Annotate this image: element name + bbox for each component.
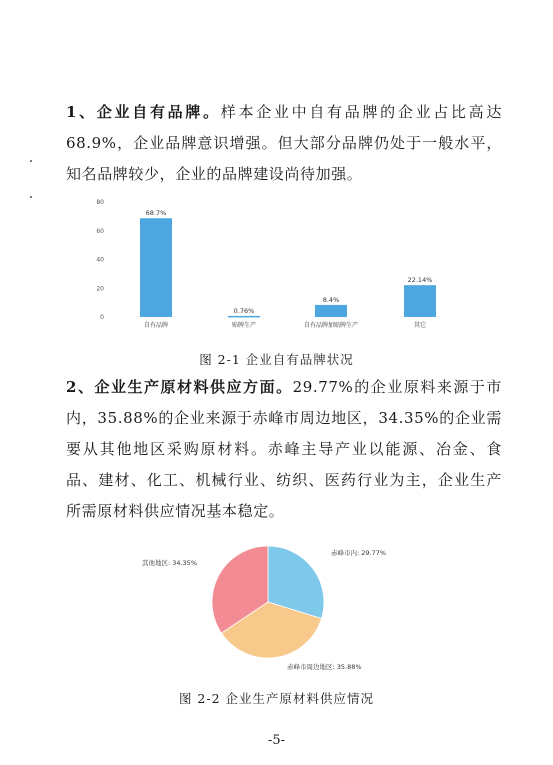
y-tick-label: 20: [96, 285, 104, 293]
y-tick-label: 0: [100, 314, 104, 321]
y-tick-label: 80: [96, 199, 104, 206]
section-1-body: 样本企业中自有品牌的企业占比高达68.9%，企业品牌意识增强。但大部分品牌仍处于一般水平，知名品牌较少，企业的品牌建设尚待加强。: [66, 103, 502, 183]
pie-slice-label: 赤峰市周边地区: 35.88%: [287, 663, 362, 671]
pie-slice-label: 其他地区: 34.35%: [141, 559, 197, 567]
bar-3: [404, 285, 436, 317]
section-2-heading: 2、企业生产原材料供应方面。: [66, 378, 293, 396]
section-1-heading: 1、企业自有品牌。: [66, 103, 221, 121]
margin-dot: [30, 160, 32, 162]
bar-0: [140, 218, 172, 317]
section-2-body: 29.77%的企业原料来源于市内，35.88%的企业来源于赤峰市周边地区，34.35%的企业需要从其他地区采购原材料。赤峰主导产业以能源、冶金、食品、建材、化工、机械行业、纺织、医药行业为主，企业生产所需原材料供应情况基本稳定。: [66, 378, 502, 520]
x-tick-label: 贴牌生产: [231, 322, 257, 329]
page-number: -5-: [267, 733, 286, 748]
x-tick-label: 自有品牌加贴牌生产: [303, 322, 359, 329]
figure-1-caption: 图 2-1 企业自有品牌状况: [199, 352, 354, 367]
bar-value-label: 22.14%: [407, 276, 433, 285]
section-1-paragraph: [66, 97, 502, 190]
section-2-paragraph: [66, 372, 502, 527]
brand-bar-chart: [0, 197, 553, 337]
bar-value-label: 8.4%: [322, 295, 340, 304]
bar-2: [315, 305, 347, 317]
supply-pie-chart: [0, 531, 553, 676]
bar-1: [228, 316, 260, 318]
x-tick-label: 其它: [413, 322, 427, 329]
y-tick-label: 60: [96, 227, 104, 235]
bar-value-label: 68.7%: [145, 209, 167, 218]
bar-value-label: 0.76%: [233, 306, 255, 315]
x-tick-label: 自有品牌: [143, 322, 169, 329]
pie-slice-label: 赤峰市内: 29.77%: [331, 549, 387, 557]
figure-2-caption: 图 2-2 企业生产原材料供应情况: [178, 691, 375, 706]
y-tick-label: 40: [96, 256, 104, 264]
